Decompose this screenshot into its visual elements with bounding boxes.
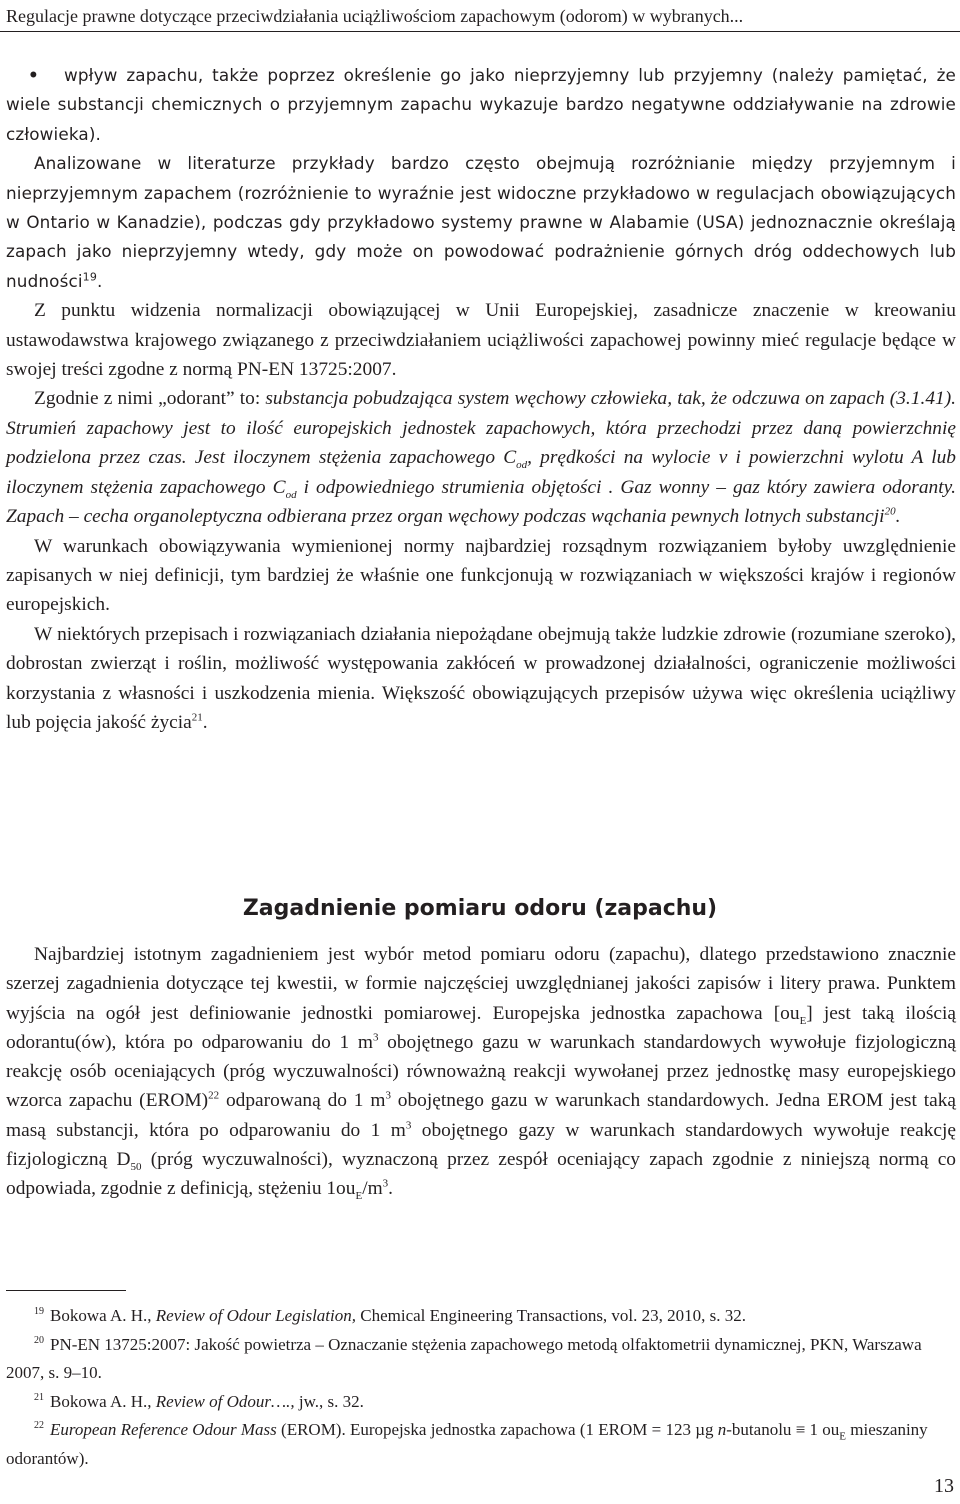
running-header: Regulacje prawne dotyczące przeciwdziałania uciążliwościom zapachowym (odorom) w wybranych... — [6, 6, 744, 26]
footnote-text: mieszaniny odorantów). — [6, 1420, 928, 1468]
paragraph-1-end: . — [96, 270, 103, 291]
footnote-text: Bokowa A. H., — [50, 1306, 156, 1325]
footnote-number: 22 — [34, 1420, 44, 1432]
section-text-5: obojętnego gazu w warunkach standardowych. Jedna EROM jest taką masą substancji, która po odparowaniu do 1 m — [6, 1090, 956, 1141]
bullet-text: wpływ zapachu, także poprzez określenie go jako nieprzyjemny lub przyjemny (należy pamiętać, że wiele substancji chemicznych o przyjemnym zapachu wykazuje bardzo negatywne oddziaływanie na zdrowie człowieka). — [6, 65, 956, 144]
superscript-3-3: 3 — [405, 1119, 412, 1132]
paragraph-1 — [6, 149, 956, 296]
paragraph-2: Z punktu widzenia normalizacji obowiązującej w Unii Europejskiej, zasadnicze znaczenie w kreowaniu ustawodawstwa krajowego związanego z przeciwdziałaniem uciążliwości zapachowej powinny mieć regulacje będące w swojej treści zgodne z normą PN-EN 13725:2007. — [6, 300, 956, 381]
footnote-19 — [6, 1302, 956, 1331]
footnote-ref-19: 19 — [82, 270, 97, 284]
section-text-8: /m — [362, 1178, 383, 1200]
definition-text-1: substancja pobudzająca system węchowy człowieka, tak, że odczuwa on zapach (3.1.41). Strumień zapachowy jest to ilość europejskich jednostek zapachowych, która przechodzi przez daną powierzchnię podzielona przez czas. Jest iloczynem stężenia zapachowego C — [6, 388, 957, 469]
subscript-od-1: od — [516, 459, 528, 472]
superscript-3-2: 3 — [385, 1090, 391, 1103]
footnote-ref-22: 22 — [208, 1090, 220, 1103]
footnote-text: Chemical Engineering Transactions, vol. 23, 2010, s. 32. — [356, 1306, 747, 1325]
section-text-1: Najbardziej istotnym zagadnieniem jest wybór metod pomiaru odoru (zapachu), dlatego przedstawiono znacznie szerzej zagadnienia dotyczące tej kwestii, w formie najczęściej uwzględnianej jakości zapisów i litery prawa. Punktem wyjścia na ogół jest definiowanie jednostki pomiarowej. Europejska jednostka zapachowa [ou — [6, 944, 956, 1024]
bullet-item — [6, 61, 956, 149]
paragraph-3-lead: Zgodnie z nimi „odorant” to: — [34, 388, 266, 410]
footnote-title: Review of Odour…., — [155, 1391, 295, 1411]
paragraph-5-end: . — [202, 711, 208, 733]
paragraph-5 — [6, 620, 956, 738]
main-text — [6, 61, 956, 737]
paragraph-4: W warunkach obowiązywania wymienionej normy najbardziej rozsądnym rozwiązaniem byłoby uwzględnienie zapisanych w niej definicji, tym bardziej że właśnie one funkcjonują w rozwiązaniach w większości krajów i regionów europejskich. — [6, 535, 956, 616]
header-rule — [0, 31, 960, 32]
section-paragraph — [6, 940, 956, 1204]
footnote-number: 19 — [34, 1306, 44, 1318]
section-text-6: obojętnego gazy w warunkach standardowych wywołuje reakcję fizjologiczną D — [6, 1119, 956, 1171]
footnote-number: 21 — [34, 1391, 44, 1403]
footnote-italic-n: n — [717, 1420, 727, 1439]
subscript-50: 50 — [130, 1160, 142, 1173]
footnote-22 — [6, 1416, 956, 1473]
subscript-e-1: E — [799, 1014, 807, 1027]
footnote-text: Bokowa A. H., — [50, 1391, 156, 1411]
footnote-text: -butanolu ≡ 1 ou — [726, 1420, 840, 1439]
section-text-3: obojętnego gazu w warunkach standardowych wywołuje fizjologiczną reakcję osób oceniających (próg wyczuwalności) równoważną reakcji wywołanej przez jednostkę masy europejskiego wzorca zapachu (EROM) — [6, 1031, 956, 1112]
section-text-7: (próg wyczuwalności), wyznaczoną przez zespół oceniający zapach zgodnie z niniejszą normą co odpowiada, zgodnie z definicją, stężeniu 1ou — [6, 1149, 956, 1200]
subscript-od-2: od — [285, 488, 297, 501]
footnote-title: Review of Odour Legislation, — [155, 1306, 356, 1325]
definition-text-2: , prędkości na wylocie v i powierzchni wylotu A lub iloczynem stężenia zapachowego C — [6, 447, 956, 498]
section-text-4: odparowaną do 1 m — [219, 1090, 386, 1112]
footnote-ref-20: 20 — [884, 505, 896, 518]
subscript-e: E — [839, 1430, 846, 1443]
superscript-3-4: 3 — [382, 1177, 389, 1190]
footnotes — [6, 1302, 956, 1473]
paragraph-3 — [6, 384, 956, 531]
definition-text-3: i odpowiedniego strumienia objętości . Gaz wonny – gaz który zawiera odoranty. Zapach – cecha organoleptyczna odbierana przez organ węchowy podczas wąchania pewnych lotnych substancji — [6, 476, 956, 528]
footnote-20 — [6, 1331, 956, 1388]
section-heading: Zagadnienie pomiaru odoru (zapachu) — [242, 896, 718, 921]
footnote-title: European Reference Odour Mass — [50, 1420, 277, 1439]
paragraph-3-end: . — [895, 506, 901, 528]
footnote-21 — [6, 1388, 956, 1417]
footnote-text: (EROM). Europejska jednostka zapachowa (1 EROM = 123 µg — [276, 1420, 718, 1439]
footnote-text: PN-EN 13725:2007: Jakość powietrza – Oznaczanie stężenia zapachowego metodą olfaktometrii dynamicznej, PKN, Warszawa 2007, s. 9–10. — [6, 1334, 922, 1382]
superscript-3-1: 3 — [372, 1031, 379, 1044]
footnote-separator — [6, 1290, 126, 1291]
paragraph-1-text: Analizowane w literaturze przykłady bardzo często obejmują rozróżnianie między przyjemnym i nieprzyjemnym zapachem (rozróżnienie to wyraźnie jest widoczne przykładowo w regulacjach obowiązujących w Ontario w Kanadzie), podczas gdy przykładowo systemy prawne w Alabamie (USA) jednoznacznie określają zapach jako nieprzyjemny wtedy, gdy może on powodować podrażnienie górnych dróg oddechowych lub nudności — [6, 153, 956, 291]
subscript-e-2: E — [355, 1190, 363, 1203]
section-text-2: ] jest taką ilością odorantu(ów), która po odparowaniu do 1 m — [6, 1002, 956, 1053]
page-number: 13 — [934, 1475, 954, 1497]
section-text-9: . — [388, 1178, 394, 1200]
footnote-text: jw., s. 32. — [294, 1391, 364, 1411]
paragraph-5-text: W niektórych przepisach i rozwiązaniach działania niepożądane obejmują także ludzkie zdrowie (rozumiane szeroko), dobrostan zwierząt i roślin, możliwość występowania zakłóceń w prowadzonej działalności, ograniczenie możliwości korzystania z własności i uszkodzenia mienia. Większość obowiązujących przepisów używa więc określenia uciążliwy lub pojęcia jakość życia — [6, 623, 956, 733]
footnote-ref-21: 21 — [191, 711, 203, 724]
footnote-number: 20 — [34, 1334, 44, 1346]
section-body — [6, 940, 956, 1204]
bullet-symbol: • — [28, 65, 39, 85]
